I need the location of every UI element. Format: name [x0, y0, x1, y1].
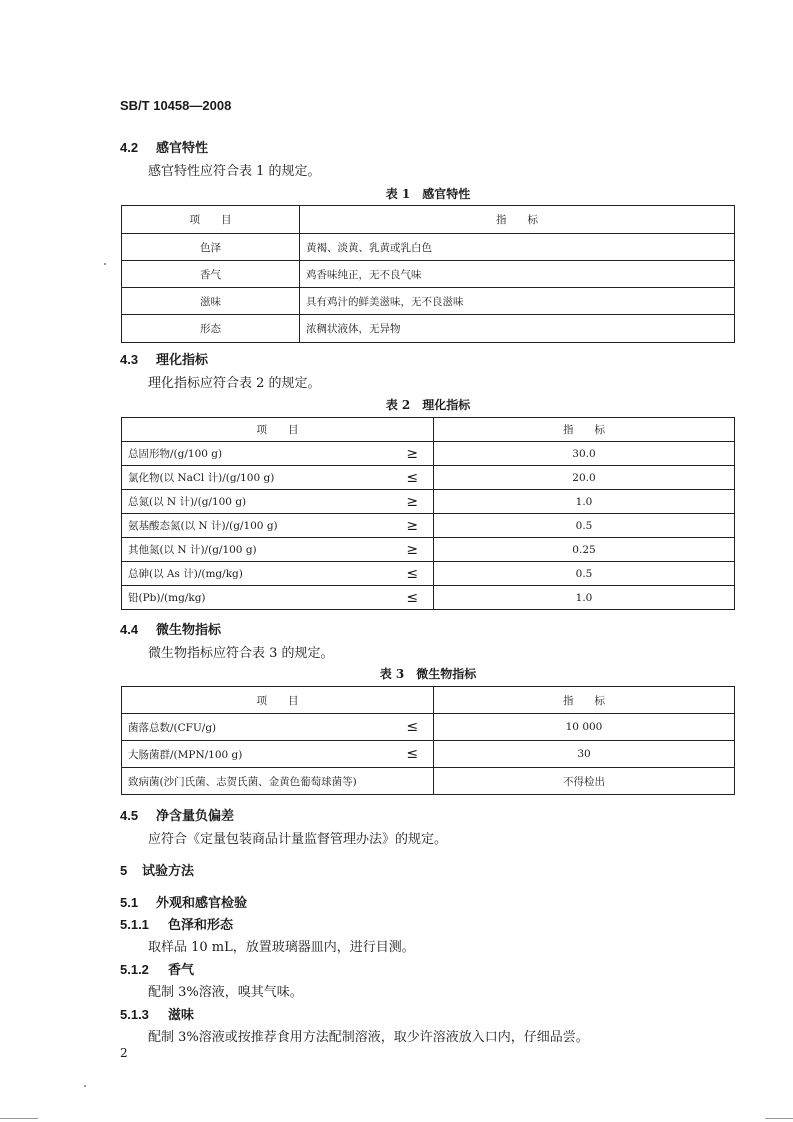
section-title: 净含量负偏差	[156, 809, 235, 824]
section-title: 理化指标	[156, 353, 209, 368]
section-title: 香气	[168, 963, 195, 978]
row-item: 铅(Pb)/(mg/kg)	[122, 586, 392, 610]
table-row	[122, 261, 735, 288]
page-number: 2	[120, 1046, 128, 1060]
section-heading-4-5	[120, 805, 234, 824]
table-2-physicochemical	[121, 417, 735, 610]
section-heading-5-1-3	[120, 1004, 194, 1023]
paragraph-4-4: 微生物指标应符合表 3 的规定。	[148, 646, 334, 661]
section-title: 微生物指标	[156, 623, 222, 638]
row-value: 浓稠状液体，无异物	[300, 315, 735, 343]
table-row	[122, 586, 735, 610]
section-number: 5.1.2	[120, 962, 149, 977]
row-item: 总固形物/(g/100 g)	[122, 442, 392, 466]
row-value: 20.0	[434, 466, 735, 490]
row-value: 0.5	[434, 562, 735, 586]
section-number: 4.5	[120, 808, 139, 823]
row-value: 不得检出	[434, 768, 735, 795]
paragraph-4-5: 应符合《定量包装商品计量监督管理办法》的规定。	[148, 832, 448, 847]
table-row	[122, 514, 735, 538]
scan-speck	[84, 1085, 86, 1087]
section-number: 4.4	[120, 622, 139, 637]
header-item: 项 目	[122, 206, 300, 234]
paragraph-5-1-2: 配制 3%溶液，嗅其气味。	[148, 985, 303, 1000]
row-item: 形态	[122, 315, 300, 343]
section-number: 5.1	[120, 895, 139, 910]
header-value: 指 标	[434, 418, 735, 442]
table-1-caption: 表 1 感官特性	[385, 187, 471, 201]
row-comparison-symbol: ≥	[392, 514, 434, 538]
table-row	[122, 466, 735, 490]
row-value: 鸡香味纯正，无不良气味	[300, 261, 735, 288]
table-row	[122, 288, 735, 315]
section-number: 4.3	[120, 352, 139, 367]
scan-edge-line	[765, 1118, 793, 1119]
row-item: 菌落总数/(CFU/g)	[122, 714, 392, 741]
row-value: 1.0	[434, 490, 735, 514]
header-value: 指 标	[300, 206, 735, 234]
row-value: 0.5	[434, 514, 735, 538]
table-row	[122, 562, 735, 586]
row-comparison-symbol: ≥	[392, 538, 434, 562]
section-number: 5	[120, 863, 128, 878]
header-value: 指 标	[434, 687, 735, 714]
row-comparison-symbol: ≥	[392, 442, 434, 466]
paragraph-4-2: 感官特性应符合表 1 的规定。	[148, 164, 321, 179]
section-heading-5-1-1	[120, 914, 233, 933]
table-3-caption: 表 3 微生物指标	[379, 667, 477, 681]
table-row	[122, 315, 735, 343]
row-item: 氯化物(以 NaCl 计)/(g/100 g)	[122, 466, 392, 490]
table-3-microbiological	[121, 686, 735, 795]
section-title: 滋味	[168, 1008, 195, 1023]
row-value: 黄褐、淡黄、乳黄或乳白色	[300, 234, 735, 261]
table-row	[122, 490, 735, 514]
row-comparison-symbol: ≤	[392, 562, 434, 586]
row-item: 总砷(以 As 计)/(mg/kg)	[122, 562, 392, 586]
row-value: 30	[434, 741, 735, 768]
scan-speck	[104, 263, 106, 265]
paragraph-4-3: 理化指标应符合表 2 的规定。	[148, 376, 321, 391]
table-header-row	[122, 206, 735, 234]
row-value: 具有鸡汁的鲜美滋味，无不良滋味	[300, 288, 735, 315]
row-value: 0.25	[434, 538, 735, 562]
section-number: 4.2	[120, 140, 139, 155]
paragraph-5-1-3: 配制 3%溶液或按推荐食用方法配制溶液，取少许溶液放入口内，仔细品尝。	[148, 1030, 589, 1045]
section-title: 感官特性	[156, 141, 209, 156]
table-2-caption: 表 2 理化指标	[385, 398, 471, 412]
section-heading-4-2	[120, 137, 208, 156]
table-header-row	[122, 687, 735, 714]
table-row	[122, 538, 735, 562]
table-row	[122, 442, 735, 466]
document-code: SB/T 10458—2008	[120, 98, 232, 113]
section-heading-4-3	[120, 349, 208, 368]
table-row	[122, 768, 735, 795]
section-heading-5-1-2	[120, 959, 194, 978]
section-title: 外观和感官检验	[156, 896, 248, 911]
row-comparison-symbol: ≤	[392, 741, 434, 768]
row-item: 大肠菌群/(MPN/100 g)	[122, 741, 392, 768]
header-item: 项 目	[122, 687, 434, 714]
row-comparison-symbol: ≤	[392, 466, 434, 490]
row-item: 总氮(以 N 计)/(g/100 g)	[122, 490, 392, 514]
row-value: 10 000	[434, 714, 735, 741]
table-row	[122, 741, 735, 768]
section-heading-5-1	[120, 892, 247, 911]
table-row	[122, 714, 735, 741]
header-item: 项 目	[122, 418, 434, 442]
scan-edge-line	[0, 1118, 38, 1119]
row-value: 1.0	[434, 586, 735, 610]
paragraph-5-1-1: 取样品 10 mL，放置玻璃器皿内，进行目测。	[148, 940, 415, 955]
section-title: 试验方法	[142, 864, 195, 879]
row-comparison-symbol: ≥	[392, 490, 434, 514]
row-comparison-symbol: ≤	[392, 714, 434, 741]
row-item: 致病菌(沙门氏菌、志贺氏菌、金黄色葡萄球菌等)	[122, 768, 392, 795]
table-row	[122, 234, 735, 261]
row-comparison-symbol: ≤	[392, 586, 434, 610]
row-item: 其他氮(以 N 计)/(g/100 g)	[122, 538, 392, 562]
section-heading-5	[120, 860, 194, 879]
table-header-row	[122, 418, 735, 442]
section-number: 5.1.3	[120, 1007, 149, 1022]
row-item: 氨基酸态氮(以 N 计)/(g/100 g)	[122, 514, 392, 538]
row-value: 30.0	[434, 442, 735, 466]
section-heading-4-4	[120, 619, 221, 638]
row-item: 色泽	[122, 234, 300, 261]
table-1-sensory	[121, 205, 735, 343]
row-comparison-symbol	[392, 768, 434, 795]
row-item: 香气	[122, 261, 300, 288]
section-title: 色泽和形态	[168, 918, 234, 933]
section-number: 5.1.1	[120, 917, 149, 932]
row-item: 滋味	[122, 288, 300, 315]
